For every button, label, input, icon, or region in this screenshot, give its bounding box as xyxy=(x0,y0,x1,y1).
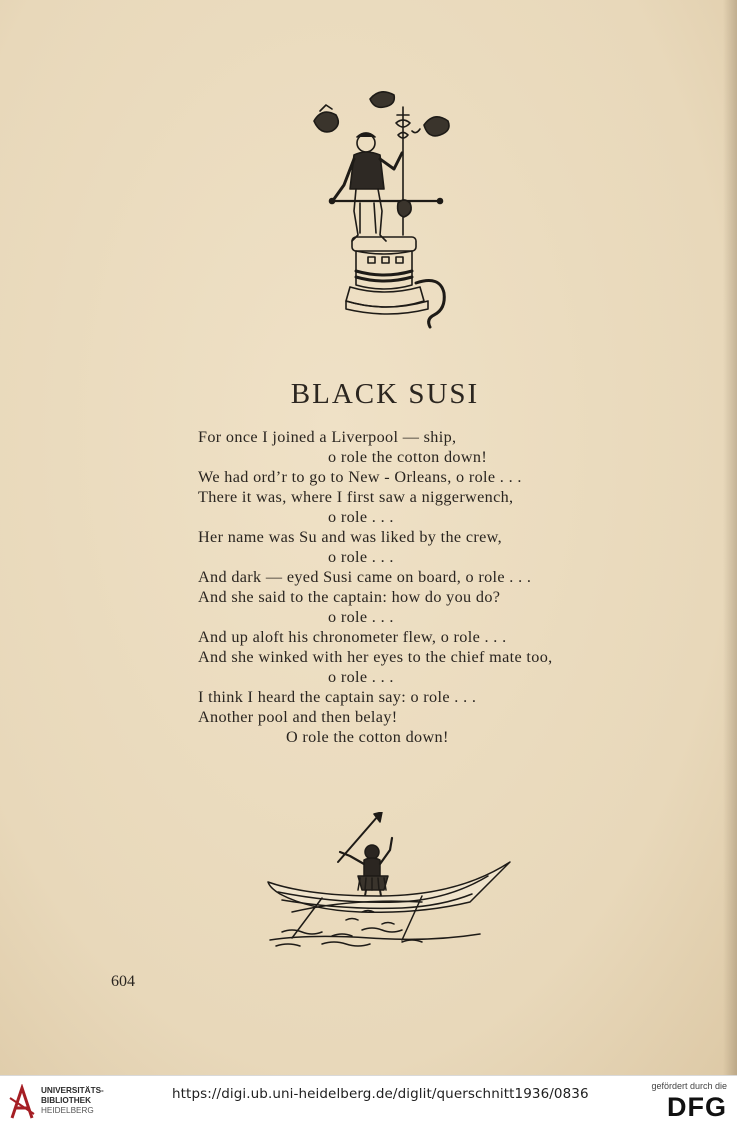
library-name: UNIVERSITÄTS- BIBLIOTHEK HEIDELBERG xyxy=(41,1086,104,1115)
university-library-logo-icon xyxy=(8,1084,36,1120)
viewer-footer xyxy=(0,1075,737,1129)
poem-line: O role the cotton down! xyxy=(286,728,449,746)
poem-line: And she said to the captain: how do you do? xyxy=(198,588,501,606)
poem-line: o role . . . xyxy=(328,508,394,526)
poem-line: For once I joined a Liverpool — ship, xyxy=(198,428,457,446)
dfg-logo: DFG xyxy=(667,1092,727,1122)
sailor-on-bollard-illustration xyxy=(300,85,470,330)
poem-line: o role the cotton down! xyxy=(328,448,488,466)
page-number: 604 xyxy=(111,973,135,990)
poem-line: And she winked with her eyes to the chief mate too, xyxy=(198,648,553,666)
poem-line: And dark — eyed Susi came on board, o role . . . xyxy=(198,568,532,586)
poem-line: o role . . . xyxy=(328,548,394,566)
poem-line: o role . . . xyxy=(328,608,394,626)
poem-line: Her name was Su and was liked by the crew, xyxy=(198,528,503,546)
poem-line: I think I heard the captain say: o role . . . xyxy=(198,688,477,706)
poem-line: There it was, where I first saw a niggerwench, xyxy=(198,488,514,506)
funded-by-label: gefördert durch die xyxy=(651,1081,727,1091)
poem-line: We had ord’r to go to New - Orleans, o role . . . xyxy=(198,468,522,486)
poem-title: BLACK SUSI xyxy=(290,378,480,410)
poem-line: And up aloft his chronometer flew, o role . . . xyxy=(198,628,507,646)
poem-line: o role . . . xyxy=(328,668,394,686)
page-spine-shadow xyxy=(723,0,737,1075)
poem-line: Another pool and then belay! xyxy=(198,708,398,726)
permalink-url[interactable]: https://digi.ub.uni-heidelberg.de/diglit/querschnitt1936/0836 xyxy=(172,1086,589,1102)
canoe-illustration xyxy=(262,812,517,952)
